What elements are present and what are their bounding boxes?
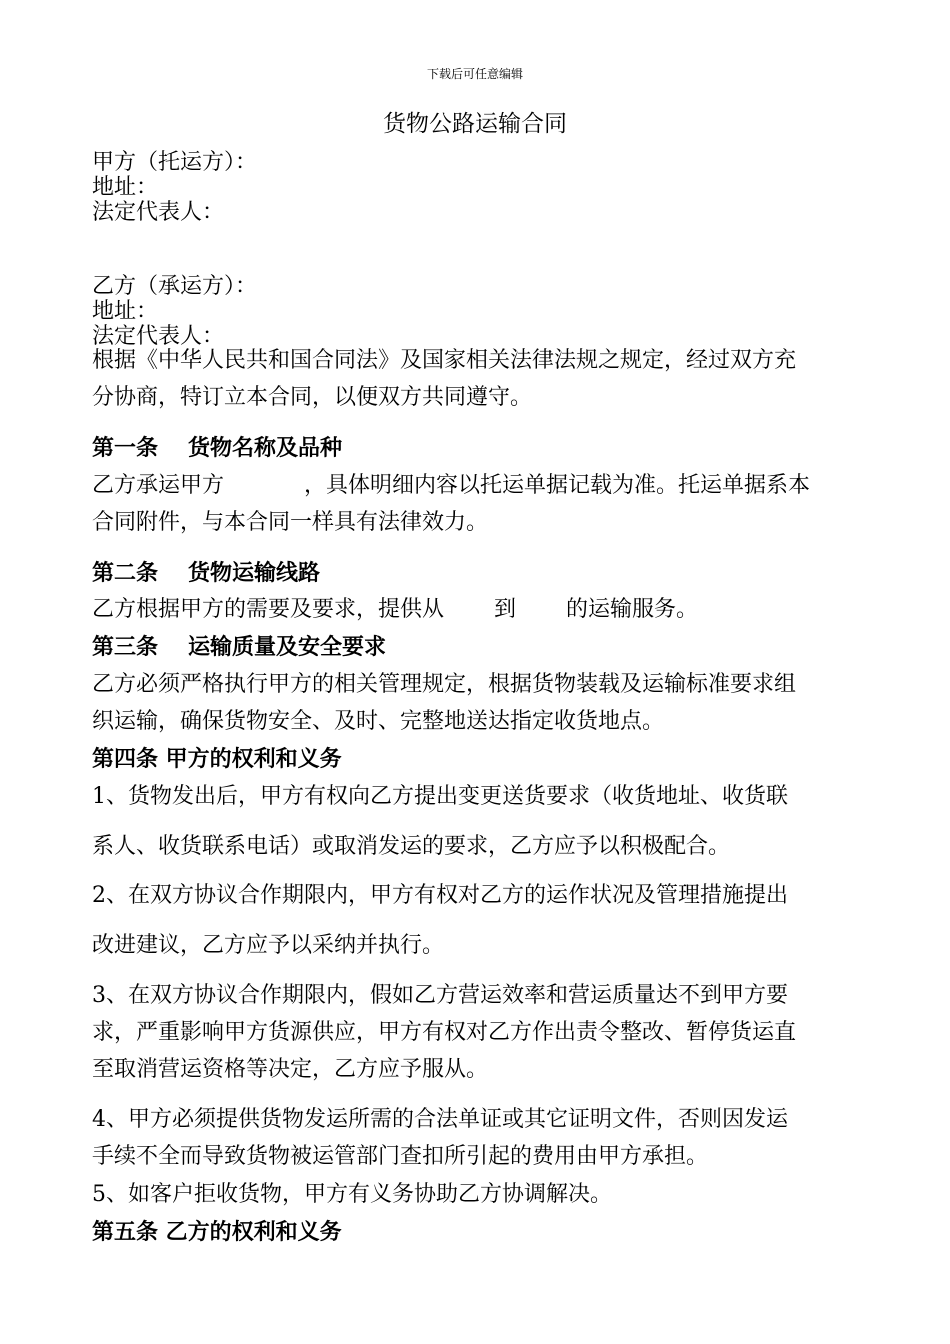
article-4-item-1-line-2: 系人、收货联系电话）或取消发运的要求，乙方应予以积极配合。: [92, 834, 731, 859]
preamble-line-1: 根据《中华人民共和国合同法》及国家相关法律法规之规定，经过双方充: [92, 348, 797, 373]
party-a-name-label: 甲方（托运方）：: [92, 150, 258, 175]
article-4-item-5-line-1: 5、如客户拒收货物，甲方有义务协助乙方协调解决。: [92, 1182, 612, 1207]
article-3-line-1: 乙方必须严格执行甲方的相关管理规定，根据货物装载及运输标准要求组: [92, 672, 797, 697]
party-b-address-label: 地址：: [92, 299, 159, 324]
article-1-title: 货物名称及品种: [188, 435, 343, 461]
article-3-number: 第三条: [92, 634, 159, 660]
article-3-title: 运输质量及安全要求: [188, 634, 387, 660]
article-4-item-3-line-2: 求，严重影响甲方货源供应，甲方有权对乙方作出责令整改、暂停货运直: [92, 1020, 797, 1045]
article-4-item-3-line-3: 至取消营运资格等决定，乙方应予服从。: [92, 1057, 489, 1082]
article-1-line-2: 合同附件，与本合同一样具有法律效力。: [92, 510, 489, 535]
article-2-line-1-a: 乙方根据甲方的需要及要求，提供从: [92, 597, 445, 622]
article-2-heading: [92, 560, 320, 586]
article-4-heading: 第四条 甲方的权利和义务: [92, 746, 342, 772]
preamble-line-2: 分协商，特订立本合同，以便双方共同遵守。: [92, 385, 533, 410]
article-4-item-3-line-1: 3、在双方协议合作期限内，假如乙方营运效率和营运质量达不到甲方要: [92, 983, 788, 1008]
article-2-title: 货物运输线路: [188, 560, 321, 586]
party-a-address-label: 地址：: [92, 175, 159, 200]
article-2-line-1-b: 到: [494, 597, 517, 622]
article-4-item-2-line-1: 2、在双方协议合作期限内，甲方有权对乙方的运作状况及管理措施提出: [92, 883, 788, 908]
article-3-heading: [92, 634, 386, 660]
article-4-item-1-line-1: 1、货物发出后，甲方有权向乙方提出变更送货要求（收货地址、收货联: [92, 784, 788, 809]
party-b-rep-label: 法定代表人：: [92, 324, 225, 349]
article-1-line-1-b: ，具体明细内容以托运单据记载为准。托运单据系本: [304, 473, 811, 498]
article-2-number: 第二条: [92, 560, 159, 586]
article-5-heading: 第五条 乙方的权利和义务: [92, 1219, 342, 1245]
article-4-item-2-line-2: 改进建议，乙方应予以采纳并执行。: [92, 933, 445, 958]
article-1-line-1: [92, 473, 810, 499]
party-b-name-label: 乙方（承运方）：: [92, 274, 258, 299]
party-a-rep-label: 法定代表人：: [92, 200, 225, 225]
article-3-line-2: 织运输，确保货物安全、及时、完整地送达指定收货地点。: [92, 709, 665, 734]
article-1-line-1-a: 乙方承运甲方: [92, 473, 225, 498]
article-2-line-1-c: 的运输服务。: [566, 597, 699, 622]
header-note: 下载后可任意编辑: [426, 67, 523, 81]
article-4-item-4-line-2: 手续不全而导致货物被运管部门查扣所引起的费用由甲方承担。: [92, 1144, 709, 1169]
document-title: 货物公路运输合同: [383, 111, 567, 137]
article-1-number: 第一条: [92, 435, 159, 461]
article-1-heading: [92, 435, 342, 461]
article-4-item-4-line-1: 4、甲方必须提供货物发运所需的合法单证或其它证明文件，否则因发运: [92, 1107, 788, 1132]
article-2-line-1: [92, 597, 698, 623]
